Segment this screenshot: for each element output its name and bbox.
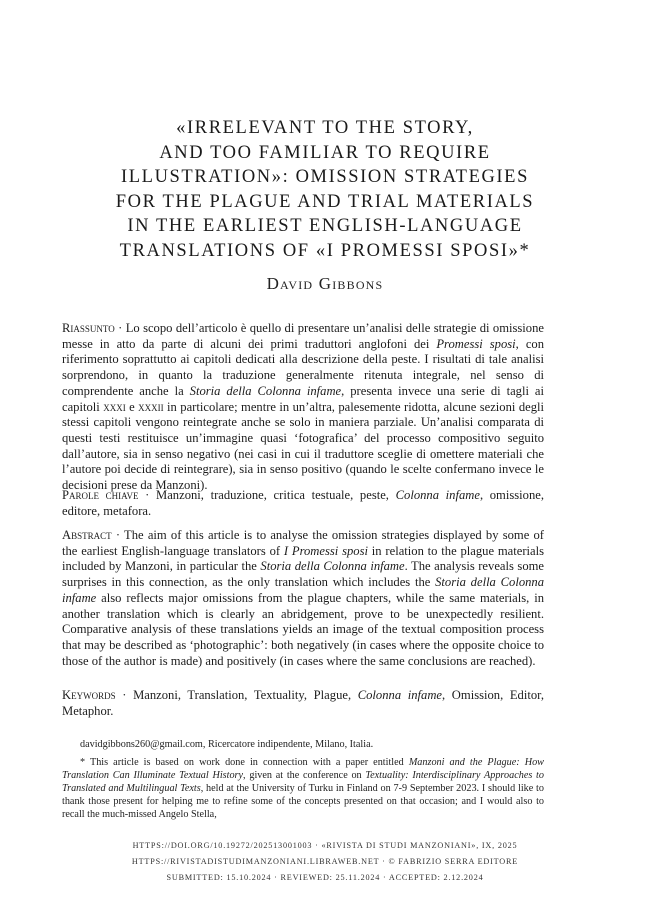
journal-url-line: HTTPS://RIVISTADISTUDIMANZONIANI.LIBRAWEB.NET · © FABRIZIO SERRA EDITORE bbox=[131, 857, 519, 866]
abstract-italic: Storia della Colonna infame bbox=[62, 575, 545, 605]
author-affiliation-footnote: davidgibbons260@gmail.com, Ricercatore indipendente, Milano, Italia. bbox=[80, 739, 374, 750]
chapter-numeral: xxxi bbox=[103, 399, 126, 414]
acknowledgement-footnote bbox=[62, 756, 544, 821]
separator: · bbox=[114, 321, 126, 335]
abstract-italic: Storia della Colonna infame bbox=[260, 559, 405, 574]
author-name: David Gibbons bbox=[266, 274, 384, 293]
keywords-text: Manzoni, Translation, Textuality, Plague, bbox=[133, 688, 358, 702]
keywords-paragraph bbox=[62, 688, 544, 719]
doi-line: HTTPS://DOI.ORG/10.19272/202513001003 · «RIVISTA DI STUDI MANZONIANI», IX, 2025 bbox=[132, 841, 518, 850]
separator: · bbox=[115, 688, 134, 702]
keywords-text: , Omission, Editor, Metaphor. bbox=[62, 688, 544, 718]
chapter-numeral: xxxii bbox=[138, 399, 164, 414]
abstract-paragraph bbox=[62, 528, 544, 669]
title-line: ILLUSTRATION»: OMISSION STRATEGIES bbox=[121, 167, 529, 187]
parole-italic: Colonna infame bbox=[395, 488, 480, 502]
riassunto-italic: Promessi sposi bbox=[436, 336, 516, 351]
riassunto-text: in particolare; mentre in un’altra, palesemente ridotta, alcune sezioni degli stessi capitoli vengono reintegrate anche se solo in maniera parziale. Un’analisi comparata di questi testi restituisce un’immagine quasi ‘fotografica’ del processo compositivo seguito dall’autore, sia in senso negativo (nei casi in cui il traduttore sceglie di omettere materiali che l’autore poi decide di reintegrare), sia in senso positivo (quando le scelte confermano invece le decisioni prese da Manzoni). bbox=[62, 399, 545, 493]
riassunto-italic: Storia della Colonna infame bbox=[189, 383, 342, 398]
abstract-text: . The analysis reveals some surprises in this connection, as the only translation which includes the bbox=[62, 559, 544, 590]
footnote-text: , given at the conference on bbox=[243, 770, 366, 782]
footnote-text: , held at the University of Turku in Finland on 7-9 September 2023. I should like to thank those present for helping me to refine some of the concepts presented on that occasion; and I would also to recall the much-missed Angelo Stella, bbox=[62, 783, 544, 821]
keywords-italic: Colonna infame bbox=[357, 688, 443, 702]
abstract-text: in relation to the plague materials included by Manzoni, in particular the bbox=[62, 543, 545, 574]
riassunto-paragraph bbox=[62, 321, 544, 494]
title-line: TRANSLATIONS OF «I PROMESSI SPOSI»* bbox=[119, 240, 531, 261]
parole-chiave-paragraph bbox=[62, 488, 544, 519]
footnote-italic: Textuality: Interdisciplinary Approaches to Translated and Multilingual Texts bbox=[62, 770, 544, 795]
riassunto-text: , presenta invece una serie di tagli ai capitoli bbox=[62, 383, 545, 414]
separator: · bbox=[138, 488, 157, 502]
title-line: FOR THE PLAGUE AND TRIAL MATERIALS bbox=[115, 191, 535, 212]
riassunto-label: Riassunto bbox=[62, 321, 115, 335]
footnote-text: This article is based on work done in connection with a paper entitled bbox=[89, 757, 409, 768]
riassunto-text: , con riferimento soprattutto ai capitoli dedicati alla descrizione della peste. I risultati di tale analisi sorprendono, in quanto la traduzione generalmente ritenuta integrale, nel senso di comprendente anche la bbox=[62, 336, 545, 398]
article-title bbox=[70, 116, 580, 263]
abstract-text: also reflects major omissions from the plague chapters, while the same materials, in another translation which is clearly an abridgement, prove to be unexpectedly resilient. Comparative analysis of these translations yields an image of the textual composition process that may be described as ‘photographic’: both negatively (in cases where the opposite choice to those of the author is made) and positively (in cases where the same conclusions are reached). bbox=[62, 590, 544, 668]
abstract-text: The aim of this article is to analyse the omission strategies displayed by some of the earliest English-language translators of bbox=[62, 528, 544, 558]
riassunto-text: Lo scopo dell’articolo è quello di presentare un’analisi delle strategie di omissione messe in atto da parte di alcuni dei primi traduttori anglofoni dei bbox=[62, 321, 544, 351]
abstract-italic: I Promessi sposi bbox=[283, 543, 368, 558]
parole-chiave-label: Parole chiave bbox=[62, 488, 139, 502]
parole-text: Manzoni, traduzione, critica testuale, peste, bbox=[156, 488, 396, 502]
footnote-italic: Manzoni and the Plague: How Translation Can Illuminate Textual History bbox=[62, 757, 544, 782]
title-line: AND TOO FAMILIAR TO REQUIRE bbox=[159, 142, 491, 163]
keywords-label: Keywords bbox=[62, 688, 116, 702]
riassunto-text: e bbox=[125, 399, 139, 414]
abstract-label: Abstract bbox=[62, 528, 112, 542]
separator: · bbox=[111, 528, 125, 542]
title-line: «IRRELEVANT TO THE STORY, bbox=[176, 118, 474, 138]
parole-text: , omissione, editore, metafora. bbox=[62, 488, 544, 518]
title-line: IN THE EARLIEST ENGLISH-LANGUAGE bbox=[127, 216, 523, 236]
submission-dates-line: SUBMITTED: 15.10.2024 · REVIEWED: 25.11.2024 · ACCEPTED: 2.12.2024 bbox=[166, 873, 484, 882]
footnote-marker: * bbox=[80, 757, 90, 768]
